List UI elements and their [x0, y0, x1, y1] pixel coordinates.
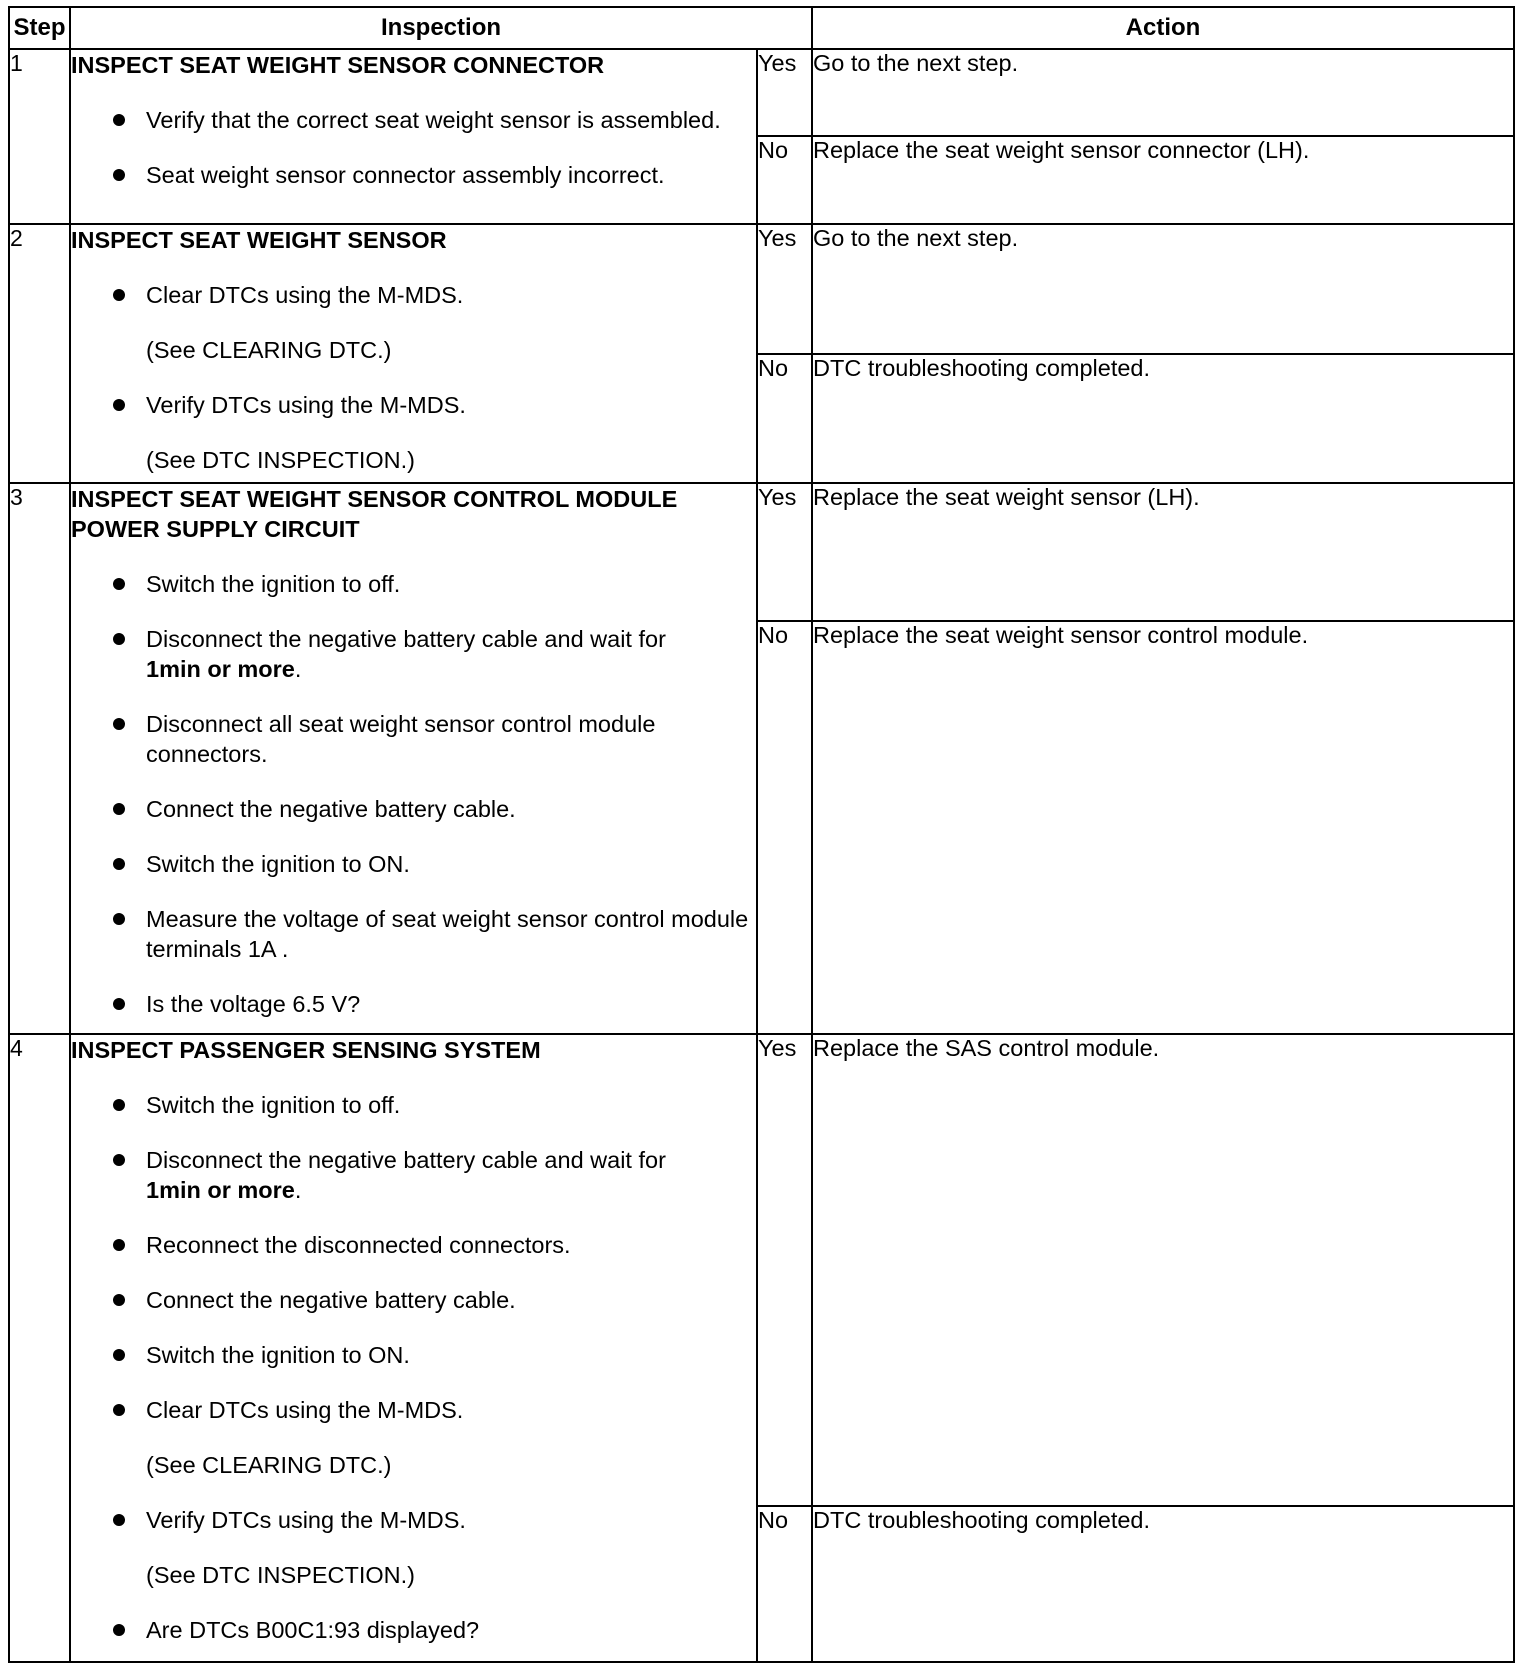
bullet-item: Switch the ignition to off.	[71, 569, 756, 599]
bullet-item: Clear DTCs using the M-MDS. (See CLEARING DTC.)	[71, 280, 756, 365]
bullet-item: Verify DTCs using the M-MDS. (See DTC INSPECTION.)	[71, 390, 756, 475]
step-3-yes-row	[9, 483, 1514, 621]
no-label: No	[757, 354, 812, 483]
bullet-item: Seat weight sensor connector assembly incorrect.	[71, 160, 756, 190]
step-2-inspection	[70, 224, 757, 483]
no-action: Replace the seat weight sensor control module.	[812, 621, 1514, 1034]
step-number: 1	[9, 49, 70, 224]
step-4-inspection	[70, 1034, 757, 1662]
step-number: 4	[9, 1034, 70, 1662]
step-3-inspection	[70, 483, 757, 1034]
step-title: INSPECT SEAT WEIGHT SENSOR CONTROL MODULE POWER SUPPLY CIRCUIT	[71, 486, 678, 542]
step-title: INSPECT SEAT WEIGHT SENSOR CONNECTOR	[71, 52, 605, 78]
bullet-item: Connect the negative battery cable.	[71, 794, 756, 824]
yes-label: Yes	[757, 1034, 812, 1506]
no-action: Replace the seat weight sensor connector (LH).	[812, 136, 1514, 224]
yes-action: Go to the next step.	[812, 49, 1514, 136]
see-reference: (See CLEARING DTC.)	[146, 1451, 392, 1478]
see-reference: (See DTC INSPECTION.)	[146, 447, 415, 474]
bullet-item: Reconnect the disconnected connectors.	[71, 1230, 756, 1260]
step-title: INSPECT SEAT WEIGHT SENSOR	[71, 227, 447, 254]
troubleshooting-table	[8, 6, 1515, 1663]
bullet-item: Verify DTCs using the M-MDS. (See DTC INSPECTION.)	[71, 1505, 756, 1590]
yes-label: Yes	[757, 49, 812, 136]
bullet-item: Disconnect the negative battery cable and wait for 1min or more.	[71, 624, 756, 684]
yes-action: Replace the SAS control module.	[812, 1034, 1514, 1506]
no-action: DTC troubleshooting completed.	[812, 354, 1514, 483]
header-step: Step	[9, 7, 70, 49]
step-number: 2	[9, 224, 70, 483]
bullet-item: Disconnect all seat weight sensor control module connectors.	[71, 709, 756, 769]
bullet-item: Clear DTCs using the M-MDS. (See CLEARING DTC.)	[71, 1395, 756, 1480]
no-label: No	[757, 136, 812, 224]
no-label: No	[757, 621, 812, 1034]
bullet-item: Are DTCs B00C1:93 displayed?	[71, 1615, 756, 1645]
yes-action: Replace the seat weight sensor (LH).	[812, 483, 1514, 621]
bullet-item: Switch the ignition to ON.	[71, 849, 756, 879]
step-2-yes-row	[9, 224, 1514, 354]
header-action: Action	[812, 7, 1514, 49]
bullet-item: Switch the ignition to ON.	[71, 1340, 756, 1370]
step-1-yes-row	[9, 49, 1514, 136]
step-number: 3	[9, 483, 70, 1034]
no-action: DTC troubleshooting completed.	[812, 1506, 1514, 1662]
step-1-inspection	[70, 49, 757, 224]
step-title: INSPECT PASSENGER SENSING SYSTEM	[71, 1036, 541, 1063]
see-reference: (See DTC INSPECTION.)	[146, 1561, 415, 1588]
bullet-item: Measure the voltage of seat weight sensor control module terminals 1A .	[71, 904, 756, 964]
bullet-item: Connect the negative battery cable.	[71, 1285, 756, 1315]
bullet-item: Is the voltage 6.5 V?	[71, 989, 756, 1019]
yes-label: Yes	[757, 483, 812, 621]
see-reference: (See CLEARING DTC.)	[146, 337, 392, 364]
bullet-item: Verify that the correct seat weight sensor is assembled.	[71, 105, 756, 135]
step-4-yes-row	[9, 1034, 1514, 1506]
header-inspection: Inspection	[70, 7, 812, 49]
no-label: No	[757, 1506, 812, 1662]
bullet-item: Switch the ignition to off.	[71, 1090, 756, 1120]
yes-action: Go to the next step.	[812, 224, 1514, 354]
bullet-item: Disconnect the negative battery cable and wait for 1min or more.	[71, 1145, 756, 1205]
yes-label: Yes	[757, 224, 812, 354]
